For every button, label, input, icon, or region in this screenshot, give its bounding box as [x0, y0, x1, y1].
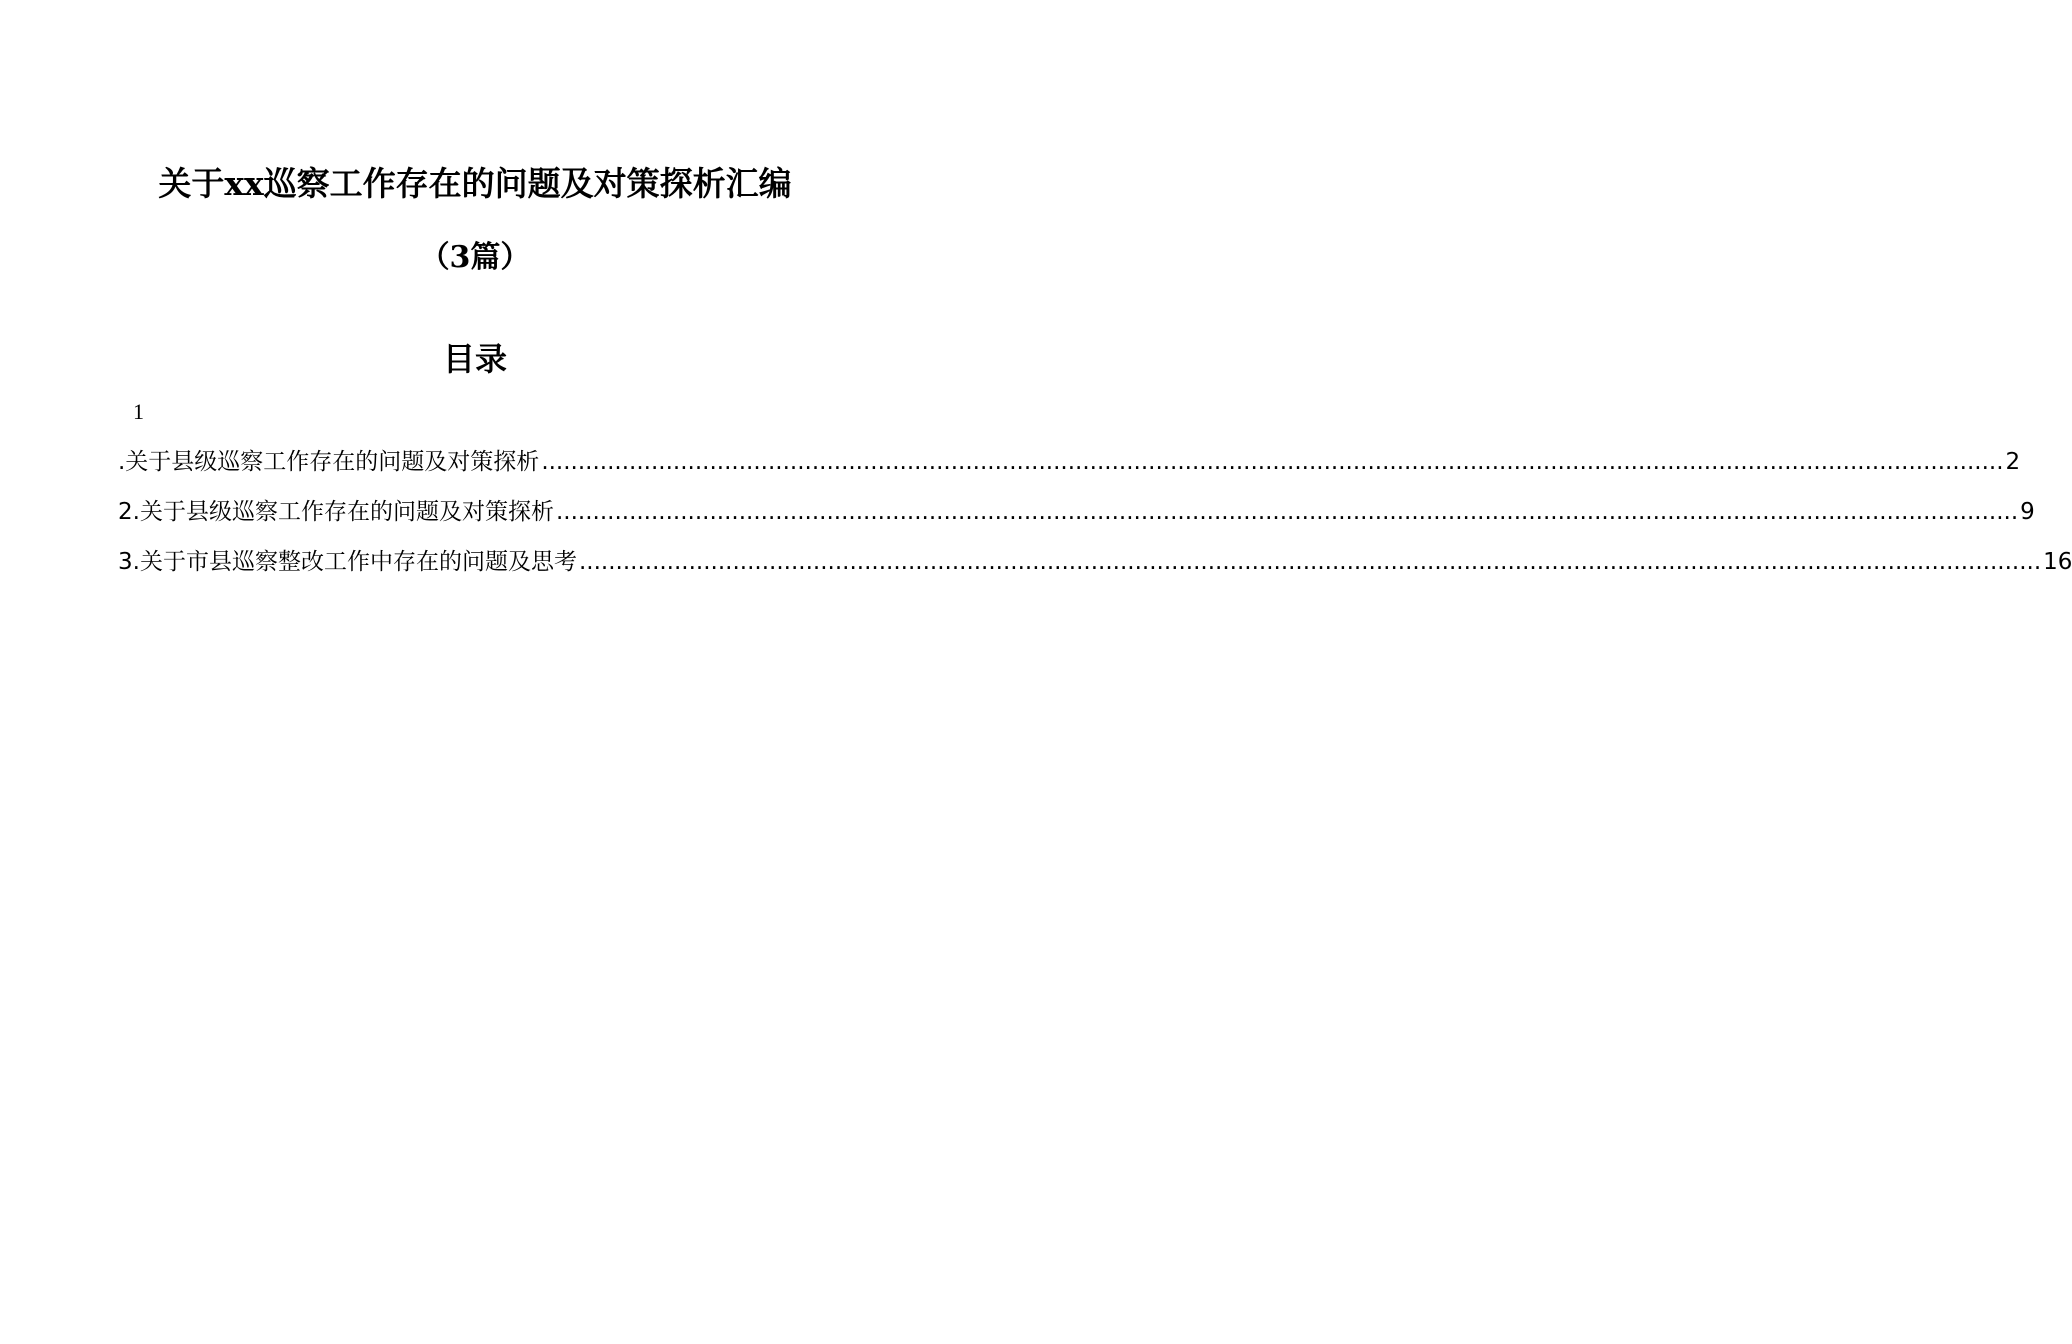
toc-entry[interactable]	[118, 443, 2021, 493]
document-subtitle: （3篇）	[419, 240, 531, 275]
toc-entry-page: 9	[2020, 499, 2035, 525]
document-title: 关于xx巡察工作存在的问题及对策探析汇编	[158, 164, 792, 203]
table-of-contents	[118, 443, 2072, 593]
toc-dot-leader: ........................................................................................................................................................................................................	[541, 449, 2004, 475]
toc-dot-leader: ........................................................................................................................................................................................................	[555, 499, 2019, 525]
toc-entry-title: .关于县级巡察工作存在的问题及对策探析	[118, 449, 540, 475]
toc-entry-title: 3.关于市县巡察整改工作中存在的问题及思考	[118, 549, 577, 575]
toc-entry[interactable]	[118, 493, 2035, 543]
toc-entry-title: 2.关于县级巡察工作存在的问题及对策探析	[118, 499, 554, 525]
toc-number: 1	[133, 399, 144, 424]
toc-entry[interactable]	[118, 543, 2072, 593]
toc-entry-page: 16	[2043, 549, 2072, 575]
toc-heading: 目录	[442, 340, 507, 378]
toc-entry-page: 2	[2005, 449, 2021, 475]
toc-dot-leader: ........................................................................................................................................................................................................	[578, 549, 2042, 575]
